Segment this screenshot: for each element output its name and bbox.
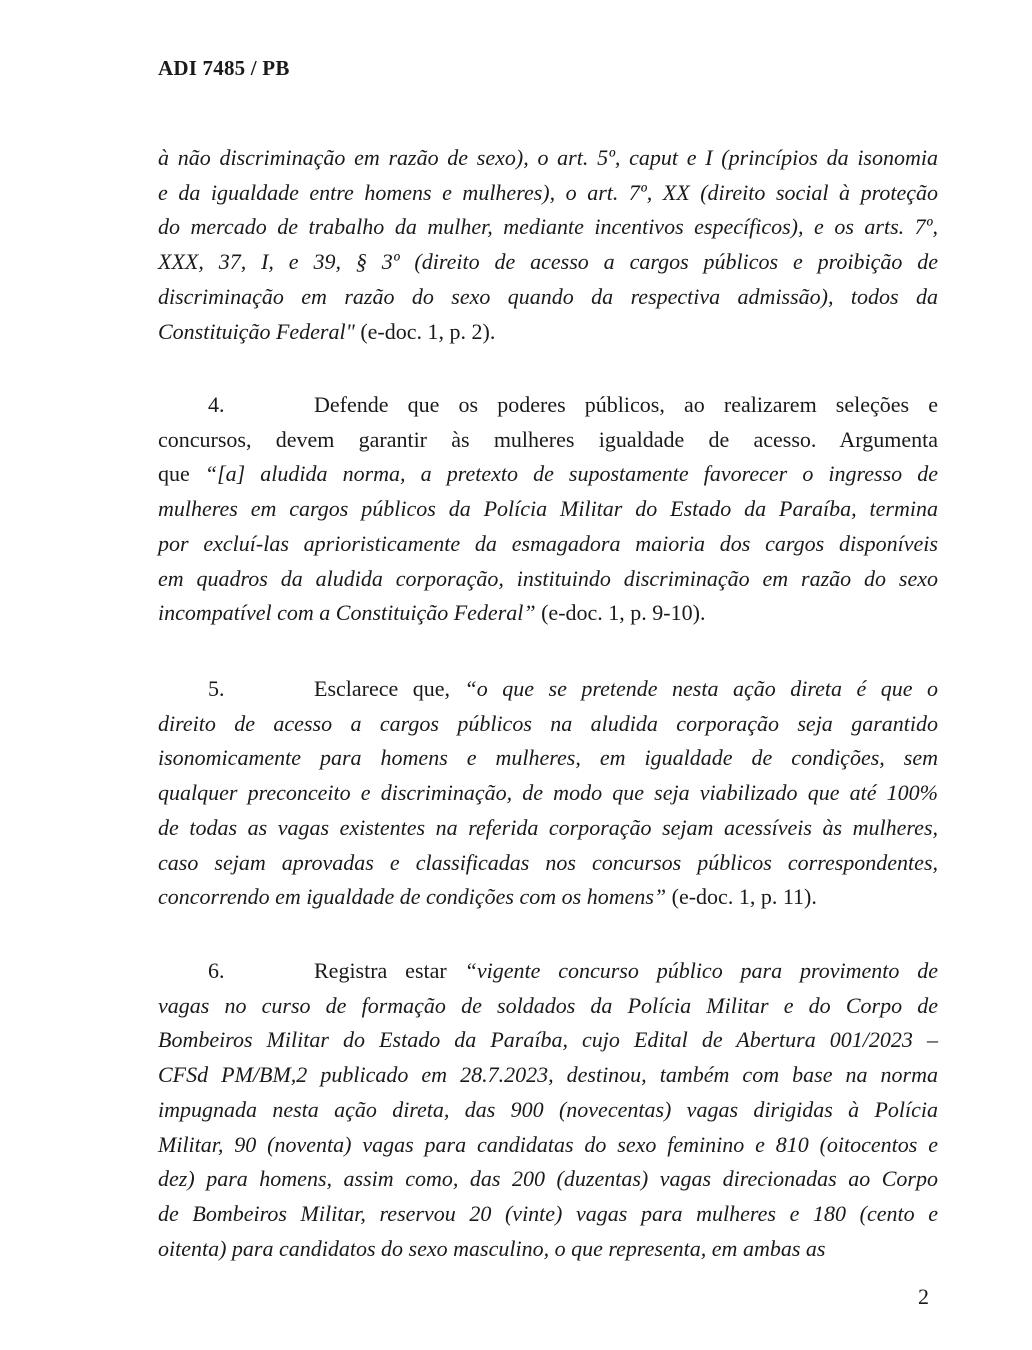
text-segment: discriminação em razão do sexo quando da respectiva admissão), todos da bbox=[158, 283, 938, 309]
text-line bbox=[158, 141, 938, 176]
text-line bbox=[158, 1023, 938, 1058]
text-segment: qualquer preconceito e discriminação, de modo que seja viabilizado que até 100% bbox=[158, 780, 938, 806]
text-line bbox=[158, 1058, 938, 1093]
text-line bbox=[158, 707, 938, 742]
text-segment: à não discriminação em razão de sexo), o art. 5º, caput e I (princípios da isonomia bbox=[158, 145, 938, 170]
text-line bbox=[158, 527, 938, 562]
text-segment: Militar, 90 (noventa) vagas para candidatas do sexo feminino e 810 (oitocentos e bbox=[158, 1131, 938, 1157]
paragraph-number: 5. bbox=[208, 676, 225, 701]
paragraph-number: 4. bbox=[208, 392, 225, 417]
text-segment: “o que se pretende nesta ação direta é que o bbox=[464, 676, 938, 701]
text-segment: CFSd PM/BM,2 publicado em 28.7.2023, destinou, também com base na norma bbox=[158, 1062, 938, 1088]
text-line bbox=[158, 1162, 938, 1197]
text-line bbox=[158, 315, 938, 350]
page-number: 2 bbox=[918, 1284, 929, 1309]
text-segment: que bbox=[158, 461, 205, 487]
text-line bbox=[158, 954, 938, 989]
text-segment: incompatível com a Constituição Federal” bbox=[158, 600, 536, 626]
text-segment: de Bombeiros Militar, reservou 20 (vinte) vagas para mulheres e 180 (cento e bbox=[158, 1200, 938, 1226]
text-segment: (e-doc. 1, p. 2). bbox=[354, 318, 496, 344]
text-segment: concursos, devem garantir às mulheres igualdade de acesso. Argumenta bbox=[158, 426, 938, 452]
text-line bbox=[158, 776, 938, 811]
text-segment: vagas no curso de formação de soldados da Polícia Militar e do Corpo de bbox=[158, 992, 938, 1018]
text-segment: mulheres em cargos públicos da Polícia Militar do Estado da Paraíba, termina bbox=[158, 496, 938, 522]
text-segment: (e-doc. 1, p. 11). bbox=[666, 884, 817, 910]
text-line bbox=[158, 1232, 938, 1267]
text-segment: do mercado de trabalho da mulher, mediante incentivos específicos), e os arts. 7º, bbox=[158, 214, 938, 240]
text-line bbox=[158, 210, 938, 245]
case-header: ADI 7485 / PB bbox=[158, 56, 290, 80]
text-line bbox=[158, 388, 938, 423]
text-segment: e da igualdade entre homens e mulheres), o art. 7º, XX (direito social à proteção bbox=[158, 179, 938, 205]
text-line bbox=[158, 1093, 938, 1128]
text-line bbox=[158, 1197, 938, 1232]
text-line bbox=[158, 989, 938, 1024]
text-segment: Constituição Federal" bbox=[158, 318, 355, 344]
text-segment: oitenta) para candidatos do sexo masculino, o que representa, em ambas as bbox=[158, 1235, 826, 1261]
text-segment: por excluí-las aprioristicamente da esmagadora maioria dos cargos disponíveis bbox=[158, 530, 938, 556]
paragraph-number: 6. bbox=[208, 958, 225, 983]
intro-paragraph bbox=[158, 141, 938, 349]
text-segment: “[a] aludida norma, a pretexto de supostamente favorecer o ingresso de bbox=[204, 461, 939, 487]
text-segment: direito de acesso a cargos públicos na aludida corporação seja garantido bbox=[158, 710, 938, 736]
text-segment: impugnada nesta ação direta, das 900 (novecentas) vagas dirigidas à Polícia bbox=[158, 1096, 938, 1122]
text-line bbox=[158, 596, 938, 631]
text-line bbox=[158, 741, 938, 776]
text-line bbox=[158, 811, 938, 846]
text-segment: Esclarece que, bbox=[314, 676, 465, 701]
text-line bbox=[158, 880, 938, 915]
text-line bbox=[158, 245, 938, 280]
text-segment: XXX, 37, I, e 39, § 3º (direito de acesso a cargos públicos e proibição de bbox=[158, 249, 938, 275]
paragraph-4 bbox=[158, 388, 938, 631]
text-segment: Registra estar bbox=[314, 958, 465, 983]
text-line bbox=[158, 562, 938, 597]
text-segment: em quadros da aludida corporação, instituindo discriminação em razão do sexo bbox=[158, 565, 938, 591]
text-segment: dez) para homens, assim como, das 200 (duzentas) vagas direcionadas ao Corpo bbox=[158, 1166, 938, 1192]
text-segment: concorrendo em igualdade de condições com os homens” bbox=[158, 884, 667, 910]
text-segment: Defende que os poderes públicos, ao realizarem seleções e bbox=[314, 392, 938, 417]
text-segment: (e-doc. 1, p. 9-10). bbox=[535, 600, 706, 626]
text-line bbox=[158, 423, 938, 458]
text-segment: Bombeiros Militar do Estado da Paraíba, cujo Edital de Abertura 001/2023 – bbox=[158, 1027, 938, 1053]
paragraph-5 bbox=[158, 672, 938, 915]
text-line bbox=[158, 176, 938, 211]
paragraph-6 bbox=[158, 954, 938, 1266]
text-segment: “vigente concurso público para provimento de bbox=[464, 958, 938, 983]
text-line bbox=[158, 492, 938, 527]
text-segment: caso sejam aprovadas e classificadas nos concursos públicos correspondentes, bbox=[158, 849, 938, 875]
text-line bbox=[158, 280, 938, 315]
text-segment: isonomicamente para homens e mulheres, em igualdade de condições, sem bbox=[158, 745, 938, 771]
text-line bbox=[158, 457, 938, 492]
text-line bbox=[158, 672, 938, 707]
text-line bbox=[158, 846, 938, 881]
text-line bbox=[158, 1128, 938, 1163]
text-segment: de todas as vagas existentes na referida corporação sejam acessíveis às mulheres, bbox=[158, 814, 938, 840]
